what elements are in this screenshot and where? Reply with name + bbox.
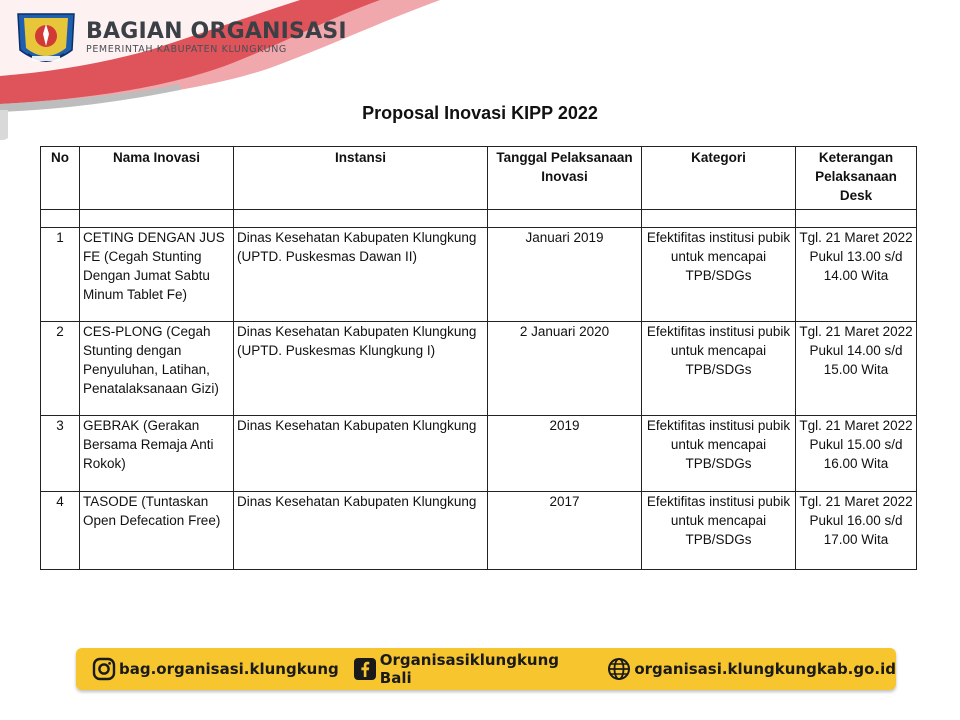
cell-tanggal: Januari 2019 (488, 228, 642, 322)
cell-nama: GEBRAK (Gerakan Bersama Remaja Anti Rokok) (80, 416, 234, 492)
cell-tanggal: 2017 (488, 492, 642, 570)
cell-instansi: Dinas Kesehatan Kabupaten Klungkung (234, 416, 488, 492)
cell-instansi: Dinas Kesehatan Kabupaten Klungkung (UPTD. Puskesmas Dawan II) (234, 228, 488, 322)
table-row (41, 416, 917, 492)
empty-cell (41, 210, 80, 228)
cell-no: 1 (41, 228, 80, 322)
empty-cell (642, 210, 796, 228)
cell-kategori: Efektifitas institusi pubik untuk mencapai TPB/SDGs (642, 416, 796, 492)
cell-nama: TASODE (Tuntaskan Open Defecation Free) (80, 492, 234, 570)
brand-title: BAGIAN ORGANISASI (86, 19, 347, 44)
brand-subtitle: PEMERINTAH KABUPATEN KLUNGKUNG (86, 44, 287, 55)
empty-cell (488, 210, 642, 228)
cell-kategori: Efektifitas institusi pubik untuk mencapai TPB/SDGs (642, 228, 796, 322)
globe-icon (607, 657, 631, 681)
cell-nama: CES-PLONG (Cegah Stunting dengan Penyuluhan, Latihan, Penatalaksanaan Gizi) (80, 322, 234, 416)
cell-keterangan: Tgl. 21 Maret 2022 Pukul 14.00 s/d 15.00 Wita (796, 322, 917, 416)
cell-keterangan: Tgl. 21 Maret 2022 Pukul 16.00 s/d 17.00 Wita (796, 492, 917, 570)
header-instansi: Instansi (234, 147, 488, 210)
cell-keterangan: Tgl. 21 Maret 2022 Pukul 15.00 s/d 16.00 Wita (796, 416, 917, 492)
facebook-icon (353, 657, 377, 681)
header-tanggal: Tanggal Pelaksanaan Inovasi (488, 147, 642, 210)
instagram-link[interactable] (92, 657, 339, 681)
header-keterangan: Keterangan Pelaksanaan Desk (796, 147, 917, 210)
cell-keterangan: Tgl. 21 Maret 2022 Pukul 13.00 s/d 14.00 Wita (796, 228, 917, 322)
cell-tanggal: 2019 (488, 416, 642, 492)
document-title: Proposal Inovasi KIPP 2022 (362, 103, 598, 123)
proposal-table (40, 146, 917, 570)
cell-nama: CETING DENGAN JUS FE (Cegah Stunting Dengan Jumat Sabtu Minum Tablet Fe) (80, 228, 234, 322)
cell-no: 4 (41, 492, 80, 570)
facebook-page-name: Organisasiklungkung Bali (379, 651, 560, 687)
cell-no: 2 (41, 322, 80, 416)
table-header-row (41, 147, 917, 210)
empty-cell (796, 210, 917, 228)
cell-instansi: Dinas Kesehatan Kabupaten Klungkung (234, 492, 488, 570)
brand-block (86, 20, 347, 56)
table-row (41, 228, 917, 322)
empty-cell (80, 210, 234, 228)
empty-cell (234, 210, 488, 228)
cell-tanggal: 2 Januari 2020 (488, 322, 642, 416)
website-link[interactable] (607, 657, 896, 681)
header-no: No (41, 147, 80, 210)
klungkung-emblem-logo (14, 10, 78, 70)
social-footer-bar (76, 648, 896, 690)
header-nama-inovasi: Nama Inovasi (80, 147, 234, 210)
facebook-link[interactable] (353, 651, 594, 687)
instagram-icon (92, 657, 116, 681)
cell-kategori: Efektifitas institusi pubik untuk mencapai TPB/SDGs (642, 322, 796, 416)
cell-instansi: Dinas Kesehatan Kabupaten Klungkung (UPTD. Puskesmas Klungkung I) (234, 322, 488, 416)
table-row (41, 492, 917, 570)
cell-kategori: Efektifitas institusi pubik untuk mencapai TPB/SDGs (642, 492, 796, 570)
empty-row (41, 210, 917, 228)
table-row (41, 322, 917, 416)
header-kategori: Kategori (642, 147, 796, 210)
instagram-handle: bag.organisasi.klungkung (119, 660, 339, 678)
website-url: organisasi.klungkungkab.go.id (634, 660, 896, 678)
cell-no: 3 (41, 416, 80, 492)
